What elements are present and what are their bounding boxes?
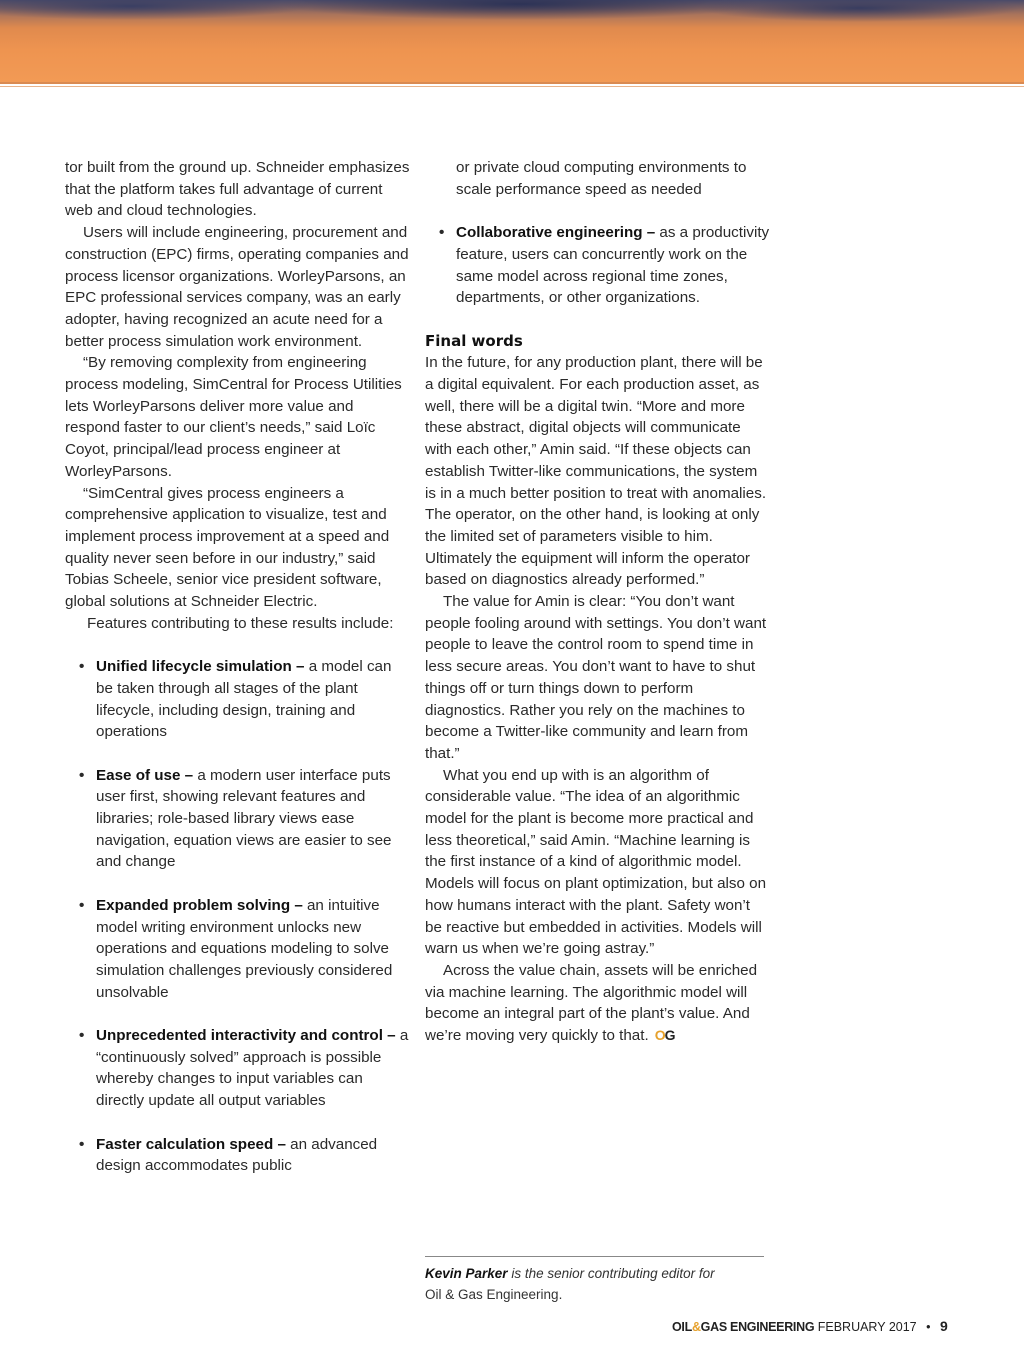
- right-column: [425, 157, 770, 1047]
- bullet-item: [65, 765, 410, 874]
- bullet-text: a “continuously solved” approach is possible whereby changes to input variables can directly update all output variables: [96, 1027, 409, 1110]
- bullet-dot: •: [79, 658, 85, 676]
- section-heading: Final words: [425, 331, 523, 350]
- end-mark-o: O: [654, 1027, 665, 1044]
- bullet-title: Collaborative engineering –: [456, 224, 656, 242]
- bullet-dot: •: [439, 224, 445, 242]
- bullet-item: [65, 1134, 410, 1177]
- publication-name: Oil & Gas Engineering.: [425, 1287, 563, 1302]
- header-rule-thin: [0, 86, 1024, 87]
- bullet-item: [65, 1025, 410, 1112]
- magazine-name-part: OIL: [672, 1320, 692, 1334]
- paragraph: In the future, for any production plant, there will be a digital equivalent. For each production asset, as well, there will be a digital twin. “More and more these abstract, digital objects will communicate with each other,” Amin said. “If these objects can establish Twitter-like communications, the system is in a much better position to treat with anomalies. The operator, on the other hand, is looking at only the limited set of parameters visible to him. Ultimately the equipment will inform the operator based on diagnostics already performed.”: [425, 354, 767, 589]
- bullet-text: as a productivity feature, users can concurrently work on the same model across regional time zones, departments, or other organizations.: [456, 224, 770, 307]
- bullet-dot: •: [79, 1135, 85, 1153]
- bullet-title: Unified lifecycle simulation –: [96, 658, 305, 676]
- bullet-title: Unprecedented interactivity and control –: [96, 1027, 396, 1045]
- paragraph-text: Across the value chain, assets will be enriched via machine learning. The algorithmic model will become an integral part of the plant’s value. And we’re moving very quickly to that.: [425, 961, 758, 1045]
- footer-separator: •: [926, 1320, 931, 1334]
- magazine-name-part: GAS ENGINEERING: [700, 1320, 815, 1334]
- bullet-text: a model can be taken through all stages of the plant lifecycle, including design, training and operations: [96, 658, 392, 741]
- paragraph: “By removing complexity from engineering process modeling, SimCentral for Process Utilities lets WorleyParsons deliver more value and respond faster to our client’s needs,” said Loïc Coyot, principal/lead process engineer at WorleyParsons.: [65, 354, 402, 480]
- issue-date: FEBRUARY 2017: [817, 1320, 917, 1334]
- author-byline: [425, 1263, 770, 1305]
- bullet-item: [65, 656, 410, 743]
- paragraph: The value for Amin is clear: “You don’t want people fooling around with settings. You don’t want people to leave the control room to spend time in less secure areas. You don’t want to have to shut things off or turn things down to perform diagnostics. Rather you rely on the machines to become a Twitter-like community and learn from that.”: [425, 593, 767, 762]
- paragraph: Features contributing to these results include:: [87, 614, 394, 632]
- paragraph: [425, 960, 770, 1047]
- bullet-title: Expanded problem solving –: [96, 896, 303, 914]
- bullet-item: [425, 222, 770, 309]
- bullet-dot: •: [79, 1027, 85, 1045]
- author-role: is the senior contributing editor for: [507, 1266, 715, 1281]
- byline-divider: [425, 1256, 764, 1257]
- bullet-dot: •: [79, 896, 85, 914]
- bullet-title: Ease of use –: [96, 766, 194, 784]
- bullet-continuation: or private cloud computing environments to scale performance speed as needed: [456, 159, 747, 198]
- page-number: 9: [940, 1318, 948, 1334]
- paragraph: Users will include engineering, procurement and construction (EPC) firms, operating companies and process licensor organizations. WorleyParsons, an EPC professional services company, was an early adopter, having recognized an acute need for a better process simulation work environment.: [65, 224, 409, 350]
- bullet-dot: •: [79, 766, 85, 784]
- paragraph: What you end up with is an algorithm of considerable value. “The idea of an algorithmic model for the plant is become more practical and less theoretical,” said Amin. “Machine learning is the first instance of a kind of algorithmic model. Models will focus on plant optimization, but also on how humans interact with the plant. Safety won’t be reactive but embedded in activities. Models will warn us when we’re going astray.”: [425, 766, 767, 958]
- author-name: Kevin Parker: [425, 1266, 508, 1281]
- bullet-text: a modern user interface puts user first, showing relevant features and libraries; role-based library views ease navigation, equation views are easier to see and change: [96, 766, 392, 871]
- left-column: [65, 157, 410, 1177]
- bullet-text: an intuitive model writing environment unlocks new operations and equations modeling to solve simulation challenges previously considered unsolvable: [96, 896, 393, 1001]
- magazine-name: [672, 1320, 814, 1334]
- magazine-ampersand: &: [691, 1320, 701, 1334]
- header-rule: [0, 82, 1024, 84]
- bullet-title: Faster calculation speed –: [96, 1135, 286, 1153]
- end-mark-g: G: [664, 1027, 675, 1044]
- paragraph: “SimCentral gives process engineers a comprehensive application to visualize, test and implement process improvement at a speed and quality never seen before in our industry,” said Tobias Scheele, senior vice president software, global solutions at Schneider Electric.: [65, 484, 390, 611]
- header-sunset-banner: [0, 0, 1024, 82]
- og-end-mark-icon: [655, 1027, 675, 1043]
- paragraph: tor built from the ground up. Schneider emphasizes that the platform takes full advantage of current web and cloud technologies.: [65, 159, 410, 220]
- page-footer: [672, 1318, 948, 1334]
- bullet-item: [65, 895, 410, 1004]
- bullet-text: an advanced design accommodates public: [96, 1135, 378, 1175]
